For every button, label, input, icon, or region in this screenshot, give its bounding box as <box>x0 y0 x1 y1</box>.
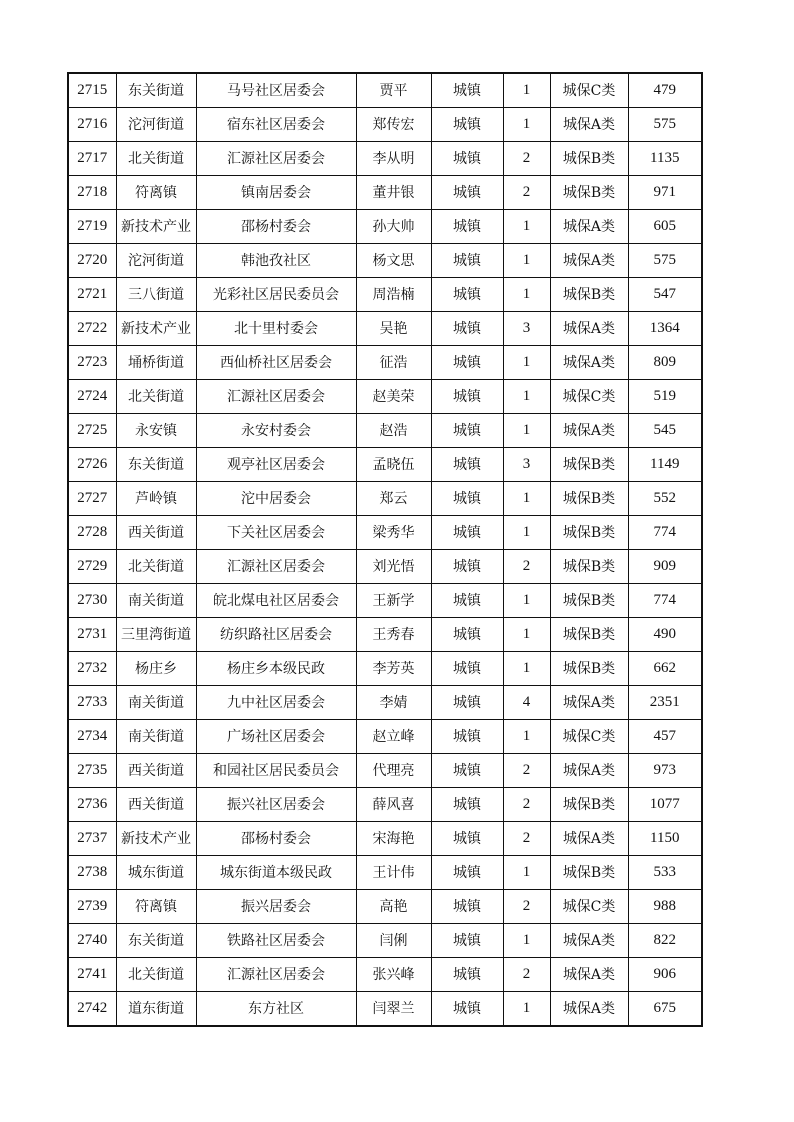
area-type-cell: 城镇 <box>431 618 503 652</box>
name-cell: 赵立峰 <box>356 720 431 754</box>
name-cell: 李婧 <box>356 686 431 720</box>
household-size-cell: 1 <box>503 210 550 244</box>
household-size-cell: 1 <box>503 244 550 278</box>
community-cell: 汇源社区居委会 <box>196 550 356 584</box>
area-type-cell: 城镇 <box>431 652 503 686</box>
amount-cell: 662 <box>628 652 702 686</box>
community-cell: 汇源社区居委会 <box>196 958 356 992</box>
area-type-cell: 城镇 <box>431 992 503 1027</box>
table-row <box>68 73 702 108</box>
community-cell: 韩池孜社区 <box>196 244 356 278</box>
amount-cell: 973 <box>628 754 702 788</box>
category-cell: 城保A类 <box>550 346 628 380</box>
household-size-cell: 1 <box>503 380 550 414</box>
category-cell: 城保A类 <box>550 244 628 278</box>
serial-cell: 2732 <box>68 652 116 686</box>
street-cell: 新技术产业 <box>116 312 196 346</box>
community-cell: 马号社区居委会 <box>196 73 356 108</box>
name-cell: 薛风喜 <box>356 788 431 822</box>
table-row <box>68 992 702 1027</box>
community-cell: 广场社区居委会 <box>196 720 356 754</box>
category-cell: 城保B类 <box>550 448 628 482</box>
name-cell: 杨文思 <box>356 244 431 278</box>
table-row <box>68 482 702 516</box>
street-cell: 永安镇 <box>116 414 196 448</box>
community-cell: 皖北煤电社区居委会 <box>196 584 356 618</box>
name-cell: 赵浩 <box>356 414 431 448</box>
area-type-cell: 城镇 <box>431 210 503 244</box>
household-size-cell: 1 <box>503 720 550 754</box>
area-type-cell: 城镇 <box>431 924 503 958</box>
street-cell: 北关街道 <box>116 958 196 992</box>
name-cell: 董井银 <box>356 176 431 210</box>
amount-cell: 1364 <box>628 312 702 346</box>
street-cell: 新技术产业 <box>116 210 196 244</box>
amount-cell: 605 <box>628 210 702 244</box>
table-row <box>68 312 702 346</box>
serial-cell: 2741 <box>68 958 116 992</box>
table-row <box>68 822 702 856</box>
household-size-cell: 2 <box>503 176 550 210</box>
community-cell: 沱中居委会 <box>196 482 356 516</box>
street-cell: 杨庄乡 <box>116 652 196 686</box>
category-cell: 城保A类 <box>550 958 628 992</box>
street-cell: 西关街道 <box>116 754 196 788</box>
street-cell: 沱河街道 <box>116 108 196 142</box>
category-cell: 城保C类 <box>550 73 628 108</box>
serial-cell: 2719 <box>68 210 116 244</box>
street-cell: 符离镇 <box>116 890 196 924</box>
name-cell: 代理亮 <box>356 754 431 788</box>
area-type-cell: 城镇 <box>431 958 503 992</box>
street-cell: 南关街道 <box>116 720 196 754</box>
name-cell: 孟晓伍 <box>356 448 431 482</box>
category-cell: 城保B类 <box>550 856 628 890</box>
street-cell: 西关街道 <box>116 516 196 550</box>
household-size-cell: 1 <box>503 108 550 142</box>
table-row <box>68 652 702 686</box>
community-cell: 汇源社区居委会 <box>196 380 356 414</box>
table-row <box>68 618 702 652</box>
table-row <box>68 686 702 720</box>
amount-cell: 519 <box>628 380 702 414</box>
serial-cell: 2720 <box>68 244 116 278</box>
community-cell: 镇南居委会 <box>196 176 356 210</box>
household-size-cell: 1 <box>503 652 550 686</box>
serial-cell: 2715 <box>68 73 116 108</box>
category-cell: 城保C类 <box>550 380 628 414</box>
table-row <box>68 210 702 244</box>
household-size-cell: 1 <box>503 856 550 890</box>
serial-cell: 2724 <box>68 380 116 414</box>
community-cell: 永安村委会 <box>196 414 356 448</box>
table-row <box>68 516 702 550</box>
household-size-cell: 2 <box>503 890 550 924</box>
serial-cell: 2740 <box>68 924 116 958</box>
name-cell: 闫俐 <box>356 924 431 958</box>
name-cell: 宋海艳 <box>356 822 431 856</box>
amount-cell: 552 <box>628 482 702 516</box>
community-cell: 北十里村委会 <box>196 312 356 346</box>
serial-cell: 2730 <box>68 584 116 618</box>
category-cell: 城保B类 <box>550 176 628 210</box>
name-cell: 孙大帅 <box>356 210 431 244</box>
serial-cell: 2736 <box>68 788 116 822</box>
amount-cell: 1077 <box>628 788 702 822</box>
table-row <box>68 142 702 176</box>
household-size-cell: 2 <box>503 142 550 176</box>
serial-cell: 2738 <box>68 856 116 890</box>
street-cell: 三里湾街道 <box>116 618 196 652</box>
street-cell: 三八街道 <box>116 278 196 312</box>
area-type-cell: 城镇 <box>431 73 503 108</box>
name-cell: 王计伟 <box>356 856 431 890</box>
amount-cell: 547 <box>628 278 702 312</box>
amount-cell: 822 <box>628 924 702 958</box>
community-cell: 东方社区 <box>196 992 356 1027</box>
community-cell: 杨庄乡本级民政 <box>196 652 356 686</box>
amount-cell: 909 <box>628 550 702 584</box>
community-cell: 和园社区居民委员会 <box>196 754 356 788</box>
street-cell: 北关街道 <box>116 380 196 414</box>
category-cell: 城保C类 <box>550 720 628 754</box>
community-cell: 九中社区居委会 <box>196 686 356 720</box>
amount-cell: 1135 <box>628 142 702 176</box>
amount-cell: 2351 <box>628 686 702 720</box>
serial-cell: 2727 <box>68 482 116 516</box>
street-cell: 城东街道 <box>116 856 196 890</box>
community-cell: 振兴社区居委会 <box>196 788 356 822</box>
table-row <box>68 108 702 142</box>
area-type-cell: 城镇 <box>431 142 503 176</box>
household-size-cell: 3 <box>503 312 550 346</box>
community-cell: 铁路社区居委会 <box>196 924 356 958</box>
street-cell: 西关街道 <box>116 788 196 822</box>
category-cell: 城保A类 <box>550 992 628 1027</box>
community-cell: 下关社区居委会 <box>196 516 356 550</box>
category-cell: 城保A类 <box>550 108 628 142</box>
category-cell: 城保B类 <box>550 142 628 176</box>
community-cell: 纺织路社区居委会 <box>196 618 356 652</box>
amount-cell: 774 <box>628 516 702 550</box>
name-cell: 贾平 <box>356 73 431 108</box>
area-type-cell: 城镇 <box>431 482 503 516</box>
name-cell: 闫翠兰 <box>356 992 431 1027</box>
table-row <box>68 584 702 618</box>
serial-cell: 2725 <box>68 414 116 448</box>
name-cell: 高艳 <box>356 890 431 924</box>
area-type-cell: 城镇 <box>431 346 503 380</box>
community-cell: 城东街道本级民政 <box>196 856 356 890</box>
household-size-cell: 3 <box>503 448 550 482</box>
amount-cell: 809 <box>628 346 702 380</box>
community-cell: 观亭社区居委会 <box>196 448 356 482</box>
serial-cell: 2726 <box>68 448 116 482</box>
street-cell: 符离镇 <box>116 176 196 210</box>
serial-cell: 2731 <box>68 618 116 652</box>
household-size-cell: 1 <box>503 73 550 108</box>
amount-cell: 1150 <box>628 822 702 856</box>
area-type-cell: 城镇 <box>431 584 503 618</box>
roster-table <box>67 72 703 1027</box>
category-cell: 城保A类 <box>550 822 628 856</box>
area-type-cell: 城镇 <box>431 788 503 822</box>
street-cell: 南关街道 <box>116 584 196 618</box>
name-cell: 李芳英 <box>356 652 431 686</box>
street-cell: 芦岭镇 <box>116 482 196 516</box>
serial-cell: 2742 <box>68 992 116 1027</box>
area-type-cell: 城镇 <box>431 176 503 210</box>
street-cell: 南关街道 <box>116 686 196 720</box>
table-row <box>68 176 702 210</box>
name-cell: 王新学 <box>356 584 431 618</box>
serial-cell: 2716 <box>68 108 116 142</box>
name-cell: 周浩楠 <box>356 278 431 312</box>
household-size-cell: 1 <box>503 346 550 380</box>
amount-cell: 774 <box>628 584 702 618</box>
category-cell: 城保C类 <box>550 890 628 924</box>
amount-cell: 490 <box>628 618 702 652</box>
household-size-cell: 2 <box>503 822 550 856</box>
household-size-cell: 1 <box>503 924 550 958</box>
street-cell: 埇桥街道 <box>116 346 196 380</box>
area-type-cell: 城镇 <box>431 108 503 142</box>
area-type-cell: 城镇 <box>431 448 503 482</box>
amount-cell: 1149 <box>628 448 702 482</box>
area-type-cell: 城镇 <box>431 414 503 448</box>
area-type-cell: 城镇 <box>431 312 503 346</box>
community-cell: 邵杨村委会 <box>196 210 356 244</box>
serial-cell: 2739 <box>68 890 116 924</box>
street-cell: 道东街道 <box>116 992 196 1027</box>
street-cell: 东关街道 <box>116 73 196 108</box>
area-type-cell: 城镇 <box>431 890 503 924</box>
household-size-cell: 1 <box>503 278 550 312</box>
amount-cell: 479 <box>628 73 702 108</box>
serial-cell: 2718 <box>68 176 116 210</box>
area-type-cell: 城镇 <box>431 720 503 754</box>
serial-cell: 2723 <box>68 346 116 380</box>
serial-cell: 2728 <box>68 516 116 550</box>
category-cell: 城保A类 <box>550 312 628 346</box>
household-size-cell: 1 <box>503 516 550 550</box>
amount-cell: 906 <box>628 958 702 992</box>
community-cell: 汇源社区居委会 <box>196 142 356 176</box>
table-body <box>68 73 702 1026</box>
name-cell: 郑传宏 <box>356 108 431 142</box>
household-size-cell: 1 <box>503 618 550 652</box>
area-type-cell: 城镇 <box>431 754 503 788</box>
category-cell: 城保A类 <box>550 414 628 448</box>
category-cell: 城保B类 <box>550 278 628 312</box>
area-type-cell: 城镇 <box>431 380 503 414</box>
serial-cell: 2733 <box>68 686 116 720</box>
household-size-cell: 1 <box>503 482 550 516</box>
area-type-cell: 城镇 <box>431 686 503 720</box>
category-cell: 城保B类 <box>550 652 628 686</box>
household-size-cell: 4 <box>503 686 550 720</box>
community-cell: 西仙桥社区居委会 <box>196 346 356 380</box>
table-row <box>68 924 702 958</box>
household-size-cell: 2 <box>503 550 550 584</box>
category-cell: 城保B类 <box>550 482 628 516</box>
table-row <box>68 720 702 754</box>
category-cell: 城保B类 <box>550 584 628 618</box>
name-cell: 赵美荣 <box>356 380 431 414</box>
category-cell: 城保B类 <box>550 788 628 822</box>
name-cell: 李从明 <box>356 142 431 176</box>
area-type-cell: 城镇 <box>431 244 503 278</box>
community-cell: 光彩社区居民委员会 <box>196 278 356 312</box>
amount-cell: 545 <box>628 414 702 448</box>
serial-cell: 2735 <box>68 754 116 788</box>
name-cell: 征浩 <box>356 346 431 380</box>
household-size-cell: 1 <box>503 414 550 448</box>
table-row <box>68 856 702 890</box>
name-cell: 张兴峰 <box>356 958 431 992</box>
area-type-cell: 城镇 <box>431 856 503 890</box>
serial-cell: 2717 <box>68 142 116 176</box>
area-type-cell: 城镇 <box>431 278 503 312</box>
area-type-cell: 城镇 <box>431 516 503 550</box>
amount-cell: 533 <box>628 856 702 890</box>
street-cell: 沱河街道 <box>116 244 196 278</box>
community-cell: 邵杨村委会 <box>196 822 356 856</box>
serial-cell: 2737 <box>68 822 116 856</box>
amount-cell: 988 <box>628 890 702 924</box>
table-row <box>68 278 702 312</box>
area-type-cell: 城镇 <box>431 550 503 584</box>
table-row <box>68 346 702 380</box>
category-cell: 城保B类 <box>550 550 628 584</box>
street-cell: 东关街道 <box>116 924 196 958</box>
table-row <box>68 244 702 278</box>
name-cell: 吴艳 <box>356 312 431 346</box>
amount-cell: 971 <box>628 176 702 210</box>
name-cell: 梁秀华 <box>356 516 431 550</box>
table-row <box>68 550 702 584</box>
serial-cell: 2721 <box>68 278 116 312</box>
amount-cell: 575 <box>628 108 702 142</box>
community-cell: 宿东社区居委会 <box>196 108 356 142</box>
serial-cell: 2722 <box>68 312 116 346</box>
street-cell: 北关街道 <box>116 550 196 584</box>
name-cell: 刘光悟 <box>356 550 431 584</box>
table-row <box>68 380 702 414</box>
household-size-cell: 1 <box>503 992 550 1027</box>
street-cell: 东关街道 <box>116 448 196 482</box>
household-size-cell: 2 <box>503 754 550 788</box>
serial-cell: 2729 <box>68 550 116 584</box>
amount-cell: 457 <box>628 720 702 754</box>
category-cell: 城保A类 <box>550 754 628 788</box>
household-size-cell: 2 <box>503 788 550 822</box>
table-row <box>68 754 702 788</box>
household-size-cell: 2 <box>503 958 550 992</box>
name-cell: 郑云 <box>356 482 431 516</box>
amount-cell: 675 <box>628 992 702 1027</box>
household-size-cell: 1 <box>503 584 550 618</box>
amount-cell: 575 <box>628 244 702 278</box>
area-type-cell: 城镇 <box>431 822 503 856</box>
street-cell: 新技术产业 <box>116 822 196 856</box>
category-cell: 城保B类 <box>550 516 628 550</box>
name-cell: 王秀春 <box>356 618 431 652</box>
category-cell: 城保B类 <box>550 618 628 652</box>
community-cell: 振兴居委会 <box>196 890 356 924</box>
table-row <box>68 414 702 448</box>
table-row <box>68 958 702 992</box>
table-row <box>68 890 702 924</box>
street-cell: 北关街道 <box>116 142 196 176</box>
serial-cell: 2734 <box>68 720 116 754</box>
table-row <box>68 788 702 822</box>
category-cell: 城保A类 <box>550 210 628 244</box>
category-cell: 城保A类 <box>550 924 628 958</box>
category-cell: 城保A类 <box>550 686 628 720</box>
table-row <box>68 448 702 482</box>
